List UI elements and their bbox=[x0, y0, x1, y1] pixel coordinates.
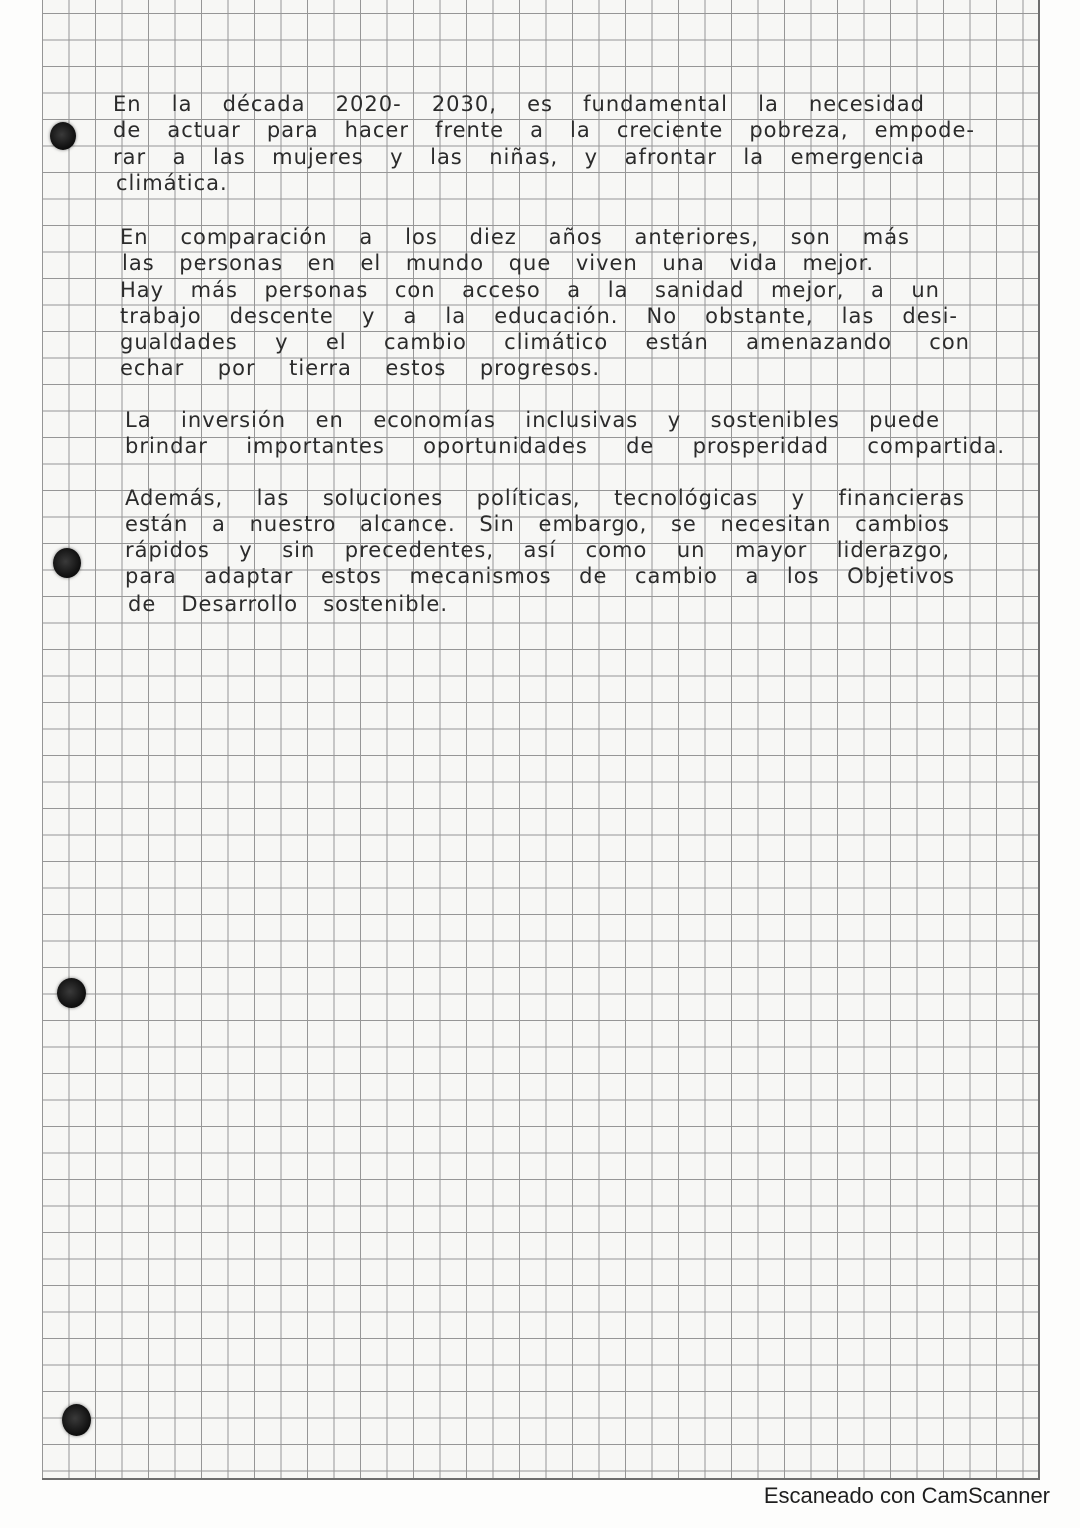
text-line: rápidos y sin precedentes, así como un mayor liderazgo, bbox=[125, 538, 950, 562]
grid-border-bottom bbox=[42, 1478, 1040, 1480]
text-line: rar a las mujeres y las niñas, y afrontar la emergencia bbox=[113, 145, 925, 169]
text-line: las personas en el mundo que viven una vida mejor. bbox=[122, 251, 874, 275]
text-line: climática. bbox=[116, 171, 228, 195]
text-line: La inversión en economías inclusivas y sostenibles puede bbox=[125, 408, 940, 432]
text-line: Además, las soluciones políticas, tecnológicas y financieras bbox=[125, 486, 965, 510]
text-line: echar por tierra estos progresos. bbox=[120, 356, 600, 380]
text-line: de Desarrollo sostenible. bbox=[128, 592, 448, 616]
camscanner-watermark: Escaneado con CamScanner bbox=[763, 1483, 1050, 1508]
text-line: gualdades y el cambio climático están amenazando con bbox=[120, 330, 970, 354]
punch-hole bbox=[53, 548, 81, 578]
grid-paper bbox=[42, 0, 1040, 1480]
text-line: están a nuestro alcance. Sin embargo, se necesitan cambios bbox=[125, 512, 950, 536]
text-line: Hay más personas con acceso a la sanidad mejor, a un bbox=[120, 278, 940, 302]
punch-hole bbox=[57, 978, 86, 1008]
text-line: para adaptar estos mecanismos de cambio a los Objetivos bbox=[125, 564, 955, 588]
text-line: de actuar para hacer frente a la creciente pobreza, empode- bbox=[113, 118, 975, 142]
text-line: trabajo descente y a la educación. No obstante, las desi- bbox=[120, 304, 958, 328]
punch-hole bbox=[62, 1404, 91, 1436]
punch-hole bbox=[50, 122, 76, 150]
text-line: En comparación a los diez años anteriores, son más bbox=[120, 225, 910, 249]
text-line: brindar importantes oportunidades de prosperidad compartida. bbox=[125, 434, 1005, 458]
text-line: En la década 2020- 2030, es fundamental la necesidad bbox=[113, 92, 925, 116]
grid-border-right bbox=[1038, 0, 1040, 1480]
